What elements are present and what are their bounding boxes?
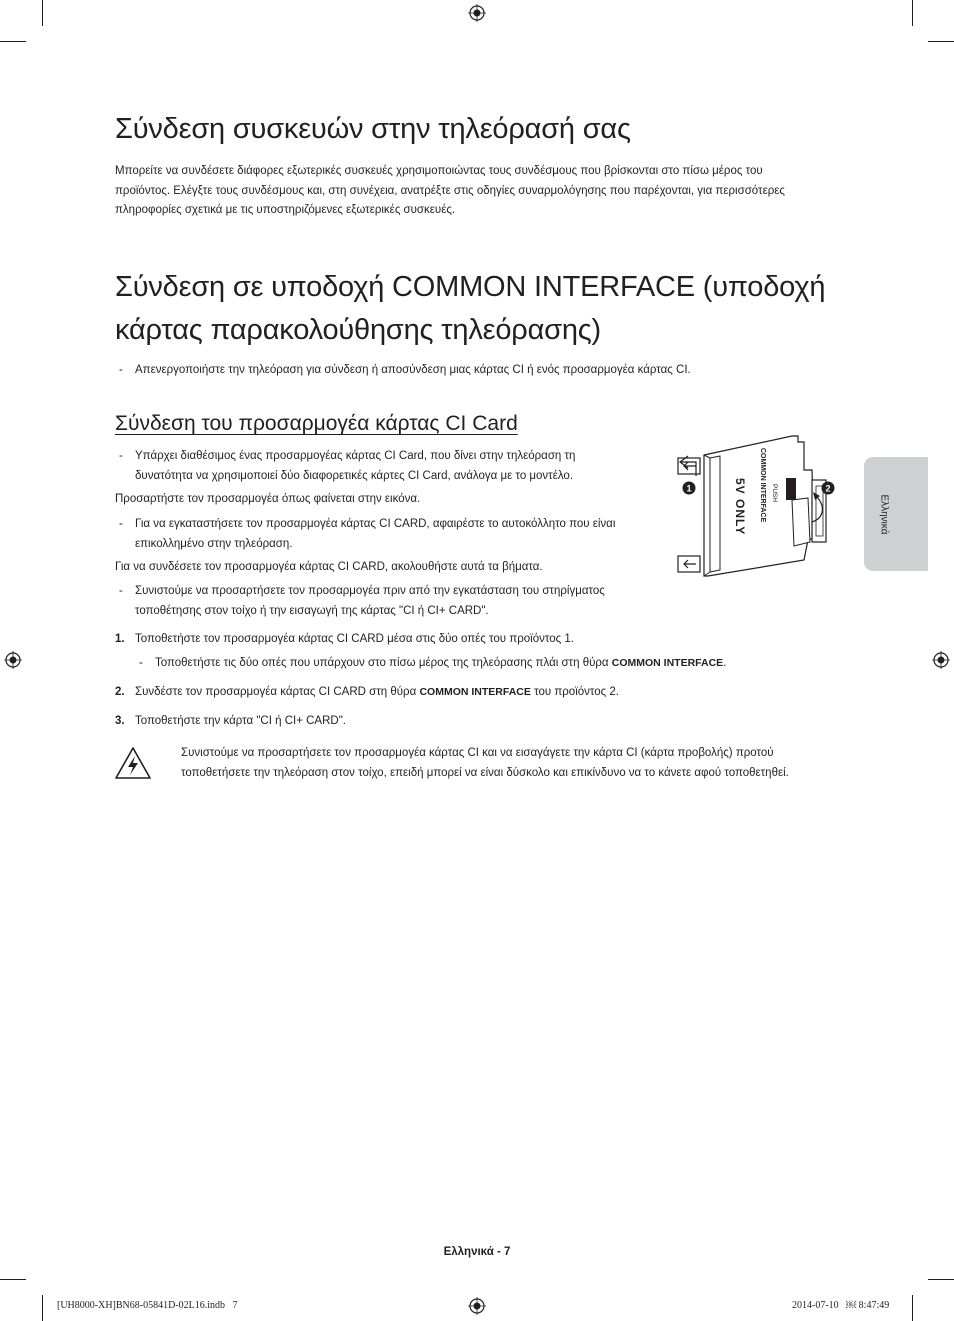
- crop-mark: [912, 0, 913, 26]
- paragraph-text: Προσαρτήστε τον προσαρμογέα όπως φαίνεται στην εικόνα.: [115, 493, 421, 505]
- crop-mark: [928, 1279, 954, 1280]
- registration-mark-icon: [468, 4, 486, 22]
- dash-bullet: -: [139, 657, 143, 669]
- registration-mark-icon: [4, 651, 22, 669]
- page-title: Σύνδεση συσκευών στην τηλεόρασή σας: [115, 113, 631, 145]
- caution-text: Συνιστούμε να προσαρτήσετε τον προσαρμογέα κάρτας CI και να εισαγάγετε την κάρτα CI (κάρτα προβολής) προτού τοποθετήσετε την τηλεόραση στον τοίχο, επειδή μπορεί να είναι δύσκολο και επικίνδυνο να το κάνετε αφού τοποθετηθεί.: [181, 747, 789, 779]
- footer-timestamp: 2014-07-10 ￼ 8:47:49: [792, 1300, 890, 1311]
- crop-mark: [912, 1295, 913, 1321]
- step-number: 3.: [115, 715, 125, 727]
- ci-card-adapter-diagram: [674, 430, 854, 580]
- dash-bullet: -: [119, 364, 123, 376]
- footer-file-name: [UH8000-XH]BN68-05841D-02L16.indb 7: [57, 1300, 238, 1311]
- subsection-title: Σύνδεση του προσαρμογέα κάρτας CI Card: [115, 412, 518, 435]
- diagram-label-common-interface: COMMON INTERFACE: [759, 448, 766, 523]
- bullet-text: Συνιστούμε να προσαρτήσετε τον προσαρμογέα πριν από την εγκατάσταση του στηρίγματος τοποθέτησης στον τοίχο ή την εισαγωγή της κάρτας "CI ή CI+ CARD".: [135, 585, 605, 617]
- registration-mark-icon: [932, 651, 950, 669]
- diagram-label-5v-only: 5V ONLY: [733, 478, 747, 536]
- crop-mark: [0, 41, 26, 42]
- paragraph-text: Για να συνδέσετε τον προσαρμογέα κάρτας CI CARD, ακολουθήστε αυτά τα βήματα.: [115, 561, 543, 573]
- step-subnote: Τοποθετήστε τις δύο οπές που υπάρχουν στο πίσω μέρος της τηλεόρασης πλάι στη θύρα COMMON INTERFACE.: [155, 657, 727, 669]
- registration-mark-icon: [468, 1297, 486, 1315]
- step-text: Τοποθετήστε τον προσαρμογέα κάρτας CI CARD μέσα στις δύο οπές του προϊόντος 1.: [135, 633, 574, 645]
- crop-mark: [928, 41, 954, 42]
- section-title-line: κάρτας παρακολούθησης τηλεόρασης): [115, 314, 602, 346]
- step-text: Τοποθετήστε την κάρτα "CI ή CI+ CARD".: [135, 715, 346, 727]
- step-text: Συνδέστε τον προσαρμογέα κάρτας CI CARD στη θύρα COMMON INTERFACE του προϊόντος 2.: [135, 686, 620, 698]
- dash-bullet: -: [119, 585, 123, 597]
- language-side-tab-label: Ελληνικά: [878, 493, 890, 535]
- caution-warning-icon: [114, 746, 152, 780]
- crop-mark: [0, 1279, 26, 1280]
- page-number-label: Ελληνικά - 7: [443, 1246, 511, 1258]
- crop-mark: [42, 0, 43, 26]
- intro-line: Μπορείτε να συνδέσετε διάφορες εξωτερικές συσκευές χρησιμοποιώντας τους συνδέσμους που βρίσκονται στο πίσω μέρος του: [115, 165, 763, 177]
- bullet-text: Υπάρχει διαθέσιμος ένας προσαρμογέας κάρτας CI Card, που δίνει στην τηλεόραση τη δυνατότητα να χρησιμοποιεί δύο διαφορετικές κάρτες CI Card, ανάλογα με το μοντέλο.: [135, 450, 576, 482]
- section-title: [115, 266, 825, 352]
- dash-bullet: -: [119, 518, 123, 530]
- diagram-label-push: PUSH: [771, 484, 778, 503]
- diagram-marker-2: 2: [825, 483, 831, 494]
- step-number: 1.: [115, 633, 125, 645]
- section-note: Απενεργοποιήστε την τηλεόραση για σύνδεση ή αποσύνδεση μιας κάρτας CI ή ενός προσαρμογέα κάρτας CI.: [135, 364, 691, 376]
- section-title-line: Σύνδεση σε υποδοχή COMMON INTERFACE (υποδοχή: [115, 271, 826, 303]
- dash-bullet: -: [119, 450, 123, 462]
- intro-paragraph: [115, 162, 835, 221]
- step-number: 2.: [115, 686, 125, 698]
- intro-line: πληροφορίες σχετικά με τις υποστηριζόμενες εξωτερικές συσκευές.: [115, 204, 456, 216]
- crop-mark: [42, 1295, 43, 1321]
- bullet-text: Για να εγκαταστήσετε τον προσαρμογέα κάρτας CI CARD, αφαιρέστε το αυτοκόλλητο που είναι επικολλημένο στην τηλεόραση.: [135, 518, 616, 550]
- intro-line: προϊόντος. Ελέγξτε τους συνδέσμους και, στη συνέχεια, ανατρέξτε στις οδηγίες συναρμολόγησης που παρέχονται, για περισσότερες: [115, 184, 785, 197]
- diagram-marker-1: 1: [686, 483, 692, 494]
